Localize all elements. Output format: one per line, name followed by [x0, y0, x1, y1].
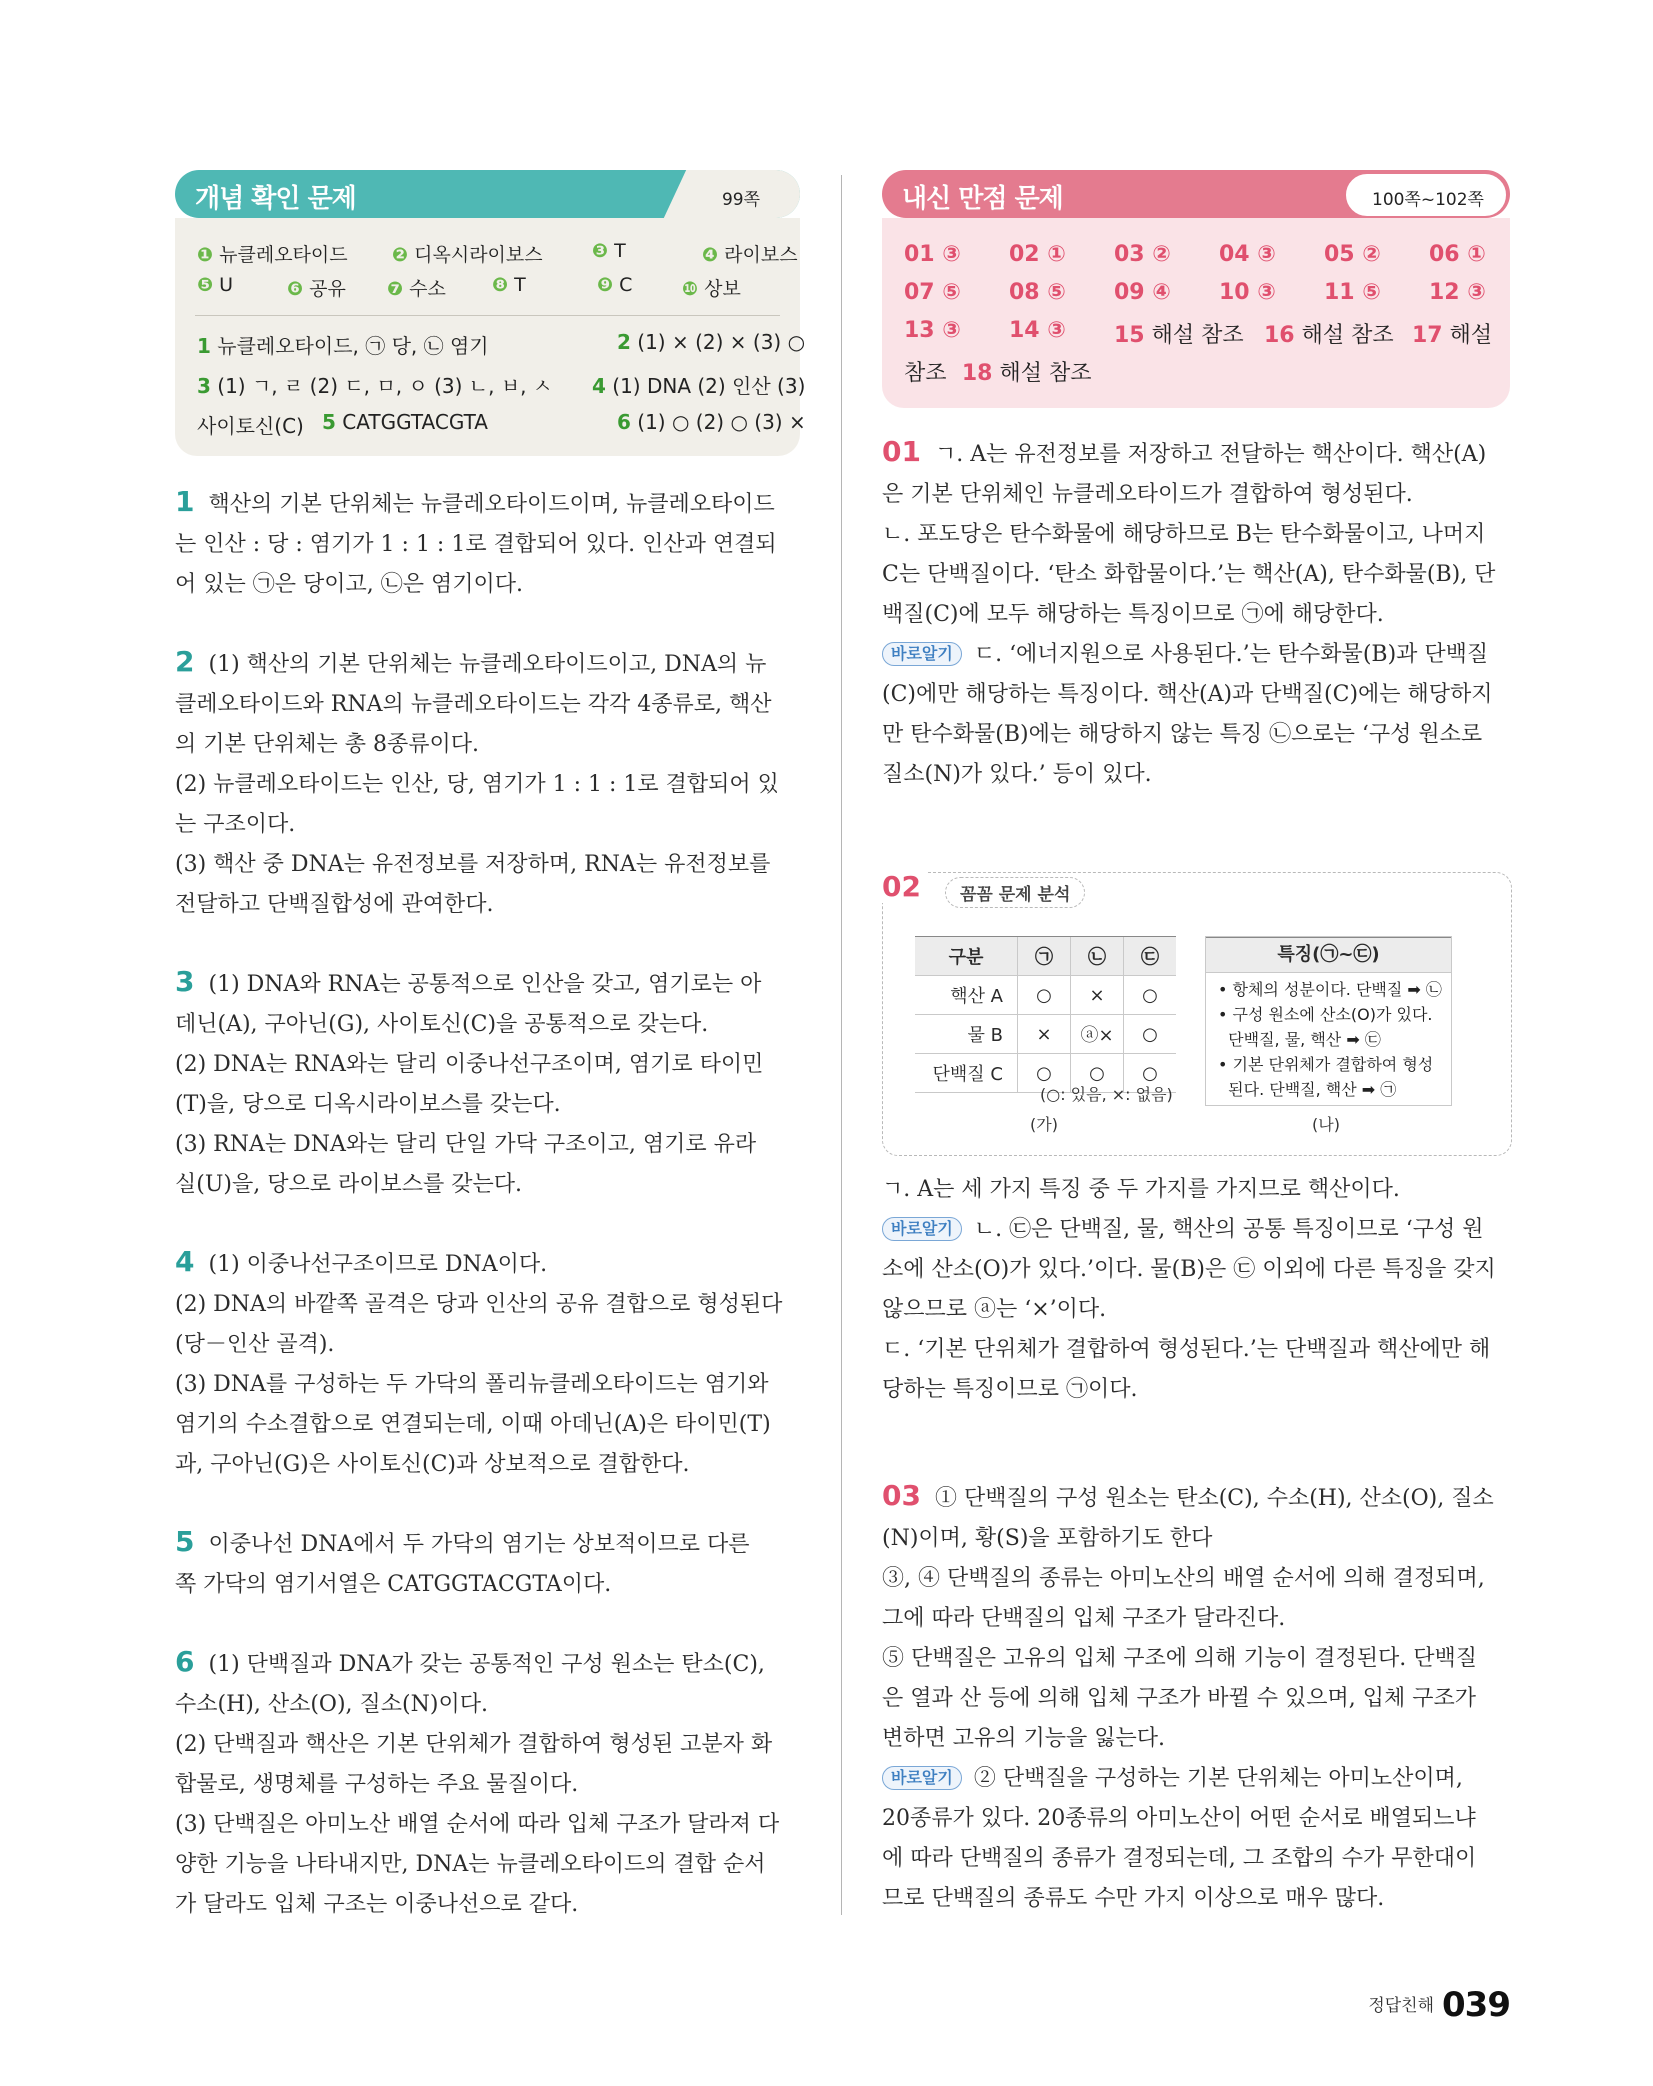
- symbol-answer: 수소: [409, 278, 446, 300]
- answer-text: (1) ㄱ, ㄹ (2) ㄷ, ㅁ, ㅇ (3) ㄴ, ㅂ, ㅅ: [210, 374, 553, 398]
- text-line: 질소(N)가 있다.’ 등이 있다.: [882, 762, 1152, 787]
- correction-tag: 바로알기: [882, 642, 962, 666]
- text-line: ① 단백질의 구성 원소는 탄소(C), 수소(H), 산소(O), 질소: [934, 1486, 1494, 1511]
- answer-item: 11 ⑤: [1324, 280, 1381, 305]
- question-number-02: 02: [882, 870, 927, 903]
- symbol-answer: 뉴클레오타이드: [219, 244, 348, 266]
- analysis-label: 꼼꼼 문제 분석: [945, 877, 1085, 908]
- table-ga: [915, 936, 1176, 1093]
- symbol-answer: 상보: [704, 278, 741, 300]
- exam-problems-title: 내신 만점 문제: [902, 184, 1063, 214]
- table-header-cell: ㉡: [1071, 937, 1124, 976]
- text-line: 실(U)을, 당으로 라이보스를 갖는다.: [175, 1172, 522, 1197]
- text-line: 소에 산소(O)가 있다.’이다. 물(B)은 ㉢ 이외에 다른 특징을 갖지: [882, 1257, 1496, 1282]
- text-line: (당－인산 골격).: [175, 1332, 335, 1357]
- exam-answer-box: [882, 218, 1510, 408]
- text-line: (3) 단백질은 아미노산 배열 순서에 따라 입체 구조가 달라져 다: [175, 1812, 780, 1837]
- text-line: ㄷ. ‘기본 단위체가 결합하여 형성된다.’는 단백질과 핵산에만 해: [882, 1337, 1491, 1362]
- text-line: 은 열과 산 등에 의해 입체 구조가 바뀔 수 있으며, 입체 구조가: [882, 1686, 1476, 1711]
- feature-line: • 항체의 성분이다. 단백질 ➡ ㉡: [1218, 980, 1442, 999]
- text-line: 핵산의 기본 단위체는 뉴클레오타이드이며, 뉴클레오타이드: [208, 492, 775, 517]
- answer-text: 뉴클레오타이드, ㉠ 당, ㉡ 염기: [210, 334, 489, 358]
- table-cell: ×: [1071, 976, 1124, 1015]
- feature-line: • 기본 단위체가 결합하여 형성: [1218, 1055, 1434, 1074]
- symbol-number: ❽: [492, 274, 509, 296]
- text-line: 그에 따라 단백질의 입체 구조가 달라진다.: [882, 1606, 1286, 1631]
- answer-item: 07 ⑤: [904, 280, 961, 305]
- text-line: (3) DNA를 구성하는 두 가닥의 폴리뉴클레오타이드는 염기와: [175, 1372, 769, 1397]
- table-cell: 물 B: [915, 1015, 1018, 1054]
- table-cell: ×: [1018, 1015, 1071, 1054]
- text-line: 쪽 가닥의 염기서열은 CATGGTACGTA이다.: [175, 1572, 612, 1597]
- explanation-2: [175, 642, 779, 925]
- text-line: 은 기본 단위체인 뉴클레오타이드가 결합하여 형성된다.: [882, 482, 1413, 507]
- text-line: (C)에만 해당하는 특징이다. 핵산(A)과 단백질(C)에는 해당하지: [882, 682, 1493, 707]
- text-line: 백질(C)에 모두 해당하는 특징이므로 ㉠에 해당한다.: [882, 602, 1384, 627]
- answer-text: (1) ○ (2) ○ (3) ×: [630, 410, 806, 434]
- feature-line: 된다. 단백질, 핵산 ➡ ㉠: [1218, 1080, 1397, 1099]
- question-number: 1: [175, 485, 195, 518]
- answer-text: CATGGTACGTA: [335, 410, 488, 434]
- answer-item: 14 ③: [1009, 318, 1066, 343]
- text-line: 는 인산 : 당 : 염기가 1 : 1 : 1로 결합되어 있다. 인산과 연결되: [175, 532, 777, 557]
- answer-item: 10 ③: [1219, 280, 1276, 305]
- text-line: 당하는 특징이므로 ㉠이다.: [882, 1377, 1138, 1402]
- symbol-answer: U: [219, 274, 234, 296]
- symbol-answer: 라이보스: [724, 244, 798, 266]
- text-line: (2) DNA의 바깥쪽 골격은 당과 인산의 공유 결합으로 형성된다: [175, 1292, 783, 1317]
- text-line: (3) RNA는 DNA와는 달리 단일 가닥 구조이고, 염기로 유라: [175, 1132, 757, 1157]
- question-number: 03: [882, 1479, 921, 1512]
- answer-item: 06 ①: [1429, 242, 1486, 267]
- text-line: 클레오타이드와 RNA의 뉴클레오타이드는 각각 4종류로, 핵산: [175, 692, 772, 717]
- symbol-answer: T: [614, 240, 626, 262]
- answer-number: 1: [197, 334, 211, 358]
- column-divider: [841, 175, 842, 1915]
- symbol-number: ❶: [197, 244, 214, 266]
- text-line: 변하면 고유의 기능을 잃는다.: [882, 1726, 1165, 1751]
- answer-item: 05 ②: [1324, 242, 1381, 267]
- question-number: 01: [882, 435, 921, 468]
- text-line: (N)이며, 황(S)을 포함하기도 한다: [882, 1526, 1213, 1551]
- features-box: [1205, 936, 1452, 1106]
- answer-item: 09 ④: [1114, 280, 1171, 305]
- symbol-number: ❹: [702, 244, 719, 266]
- text-line: 양한 기능을 나타내지만, DNA는 뉴클레오타이드의 결합 순서: [175, 1852, 766, 1877]
- explanation-1: [175, 482, 777, 605]
- feature-line: 단백질, 물, 핵산 ➡ ㉢: [1218, 1030, 1381, 1049]
- table-cell: ○: [1124, 1015, 1177, 1054]
- symbol-number: ❺: [197, 274, 214, 296]
- question-number: 6: [175, 1645, 195, 1678]
- table-header-cell: ㉠: [1018, 937, 1071, 976]
- answer-item: 04 ③: [1219, 242, 1276, 267]
- symbol-number: ❾: [597, 274, 614, 296]
- explanation-5: [175, 1522, 750, 1605]
- text-line: 합물로, 생명체를 구성하는 주요 물질이다.: [175, 1772, 579, 1797]
- table-cell: ⓐ×: [1071, 1015, 1124, 1054]
- table-header-cell: ㉢: [1124, 937, 1177, 976]
- text-line: 않으므로 ⓐ는 ‘×’이다.: [882, 1297, 1107, 1322]
- table-cell: ○: [1071, 1054, 1124, 1093]
- footer-label: 정답친해: [1368, 1996, 1435, 2016]
- answer-item: 12 ③: [1429, 280, 1486, 305]
- concept-answer-box: [175, 218, 806, 456]
- symbol-answer: T: [514, 274, 526, 296]
- question-number: 2: [175, 645, 195, 678]
- text-line: (1) DNA와 RNA는 공통적으로 인산을 갖고, 염기로는 아: [208, 972, 762, 997]
- explanation-4: [175, 1242, 782, 1485]
- text-line: ㄱ. A는 유전정보를 저장하고 전달하는 핵산이다. 핵산(A): [934, 442, 1487, 467]
- text-line: 만 탄수화물(B)에는 해당하지 않는 특징 ㉡으로는 ‘구성 원소로: [882, 722, 1483, 747]
- text-line: (1) 단백질과 DNA가 갖는 공통적인 구성 원소는 탄소(C),: [208, 1652, 765, 1677]
- question-number: 4: [175, 1245, 195, 1278]
- explanation-03: [882, 1476, 1494, 1919]
- text-line: 이중나선 DNA에서 두 가닥의 염기는 상보적이므로 다른: [208, 1532, 750, 1557]
- text-line: 데닌(A), 구아닌(G), 사이토신(C)을 공통적으로 갖는다.: [175, 1012, 709, 1037]
- concept-check-page: 99쪽: [721, 190, 760, 210]
- answer-text: (1) DNA (2) 인산 (3): [605, 374, 806, 398]
- text-line: ㄷ. ‘에너지원으로 사용된다.’는 탄수화물(B)과 단백질: [973, 642, 1489, 667]
- text-line: 어 있는 ㉠은 당이고, ㉡은 염기이다.: [175, 572, 523, 597]
- table-header-cell: 구분: [915, 937, 1018, 976]
- correction-tag: 바로알기: [882, 1766, 962, 1790]
- table-cell: 단백질 C: [915, 1054, 1018, 1093]
- answer-number: 2: [617, 330, 631, 354]
- text-line: ② 단백질을 구성하는 기본 단위체는 아미노산이며,: [973, 1766, 1463, 1791]
- answer-item: 01 ③: [904, 242, 961, 267]
- symbol-number: ❻: [287, 278, 304, 300]
- text-line: (2) DNA는 RNA와는 달리 이중나선구조이며, 염기로 타이민: [175, 1052, 764, 1077]
- text-line: 가 달라도 입체 구조는 이중나선으로 같다.: [175, 1892, 579, 1917]
- answer-item: 16 해설 참조: [1264, 323, 1394, 348]
- table-cell: ○: [1124, 1054, 1177, 1093]
- text-line: (1) 이중나선구조이므로 DNA이다.: [208, 1252, 548, 1277]
- text-line: (T)을, 당으로 디옥시라이보스를 갖는다.: [175, 1092, 561, 1117]
- exam-problems-page: 100쪽~102쪽: [1372, 190, 1484, 210]
- answer-number: 4: [592, 374, 606, 398]
- explanation-3: [175, 962, 763, 1205]
- symbol-number: ❿: [682, 278, 699, 300]
- text-line: 므로 단백질의 종류도 수만 가지 이상으로 매우 많다.: [882, 1886, 1385, 1911]
- concept-check-header: [175, 170, 800, 218]
- text-line: 의 기본 단위체는 총 8종류이다.: [175, 732, 479, 757]
- page-footer: [1368, 1985, 1510, 2025]
- concept-check-title: 개념 확인 문제: [195, 184, 356, 214]
- answer-item: 02 ①: [1009, 242, 1066, 267]
- answer-number: 6: [617, 410, 631, 434]
- symbol-answer: 디옥시라이보스: [414, 244, 543, 266]
- text-line: 20종류가 있다. 20종류의 아미노산이 어떤 순서로 배열되느냐: [882, 1806, 1476, 1831]
- symbol-number: ❼: [387, 278, 404, 300]
- text-line: (3) 핵산 중 DNA는 유전정보를 저장하며, RNA는 유전정보를: [175, 852, 771, 877]
- table-cell: ○: [1018, 976, 1071, 1015]
- table-cell: ○: [1124, 976, 1177, 1015]
- text-line: 는 구조이다.: [175, 812, 296, 837]
- text-line: 과, 구아닌(G)은 사이토신(C)과 상보적으로 결합한다.: [175, 1452, 690, 1477]
- answer-item: 08 ⑤: [1009, 280, 1066, 305]
- explanation-02: [882, 1170, 1496, 1410]
- answer-item: 15 해설 참조: [1114, 323, 1244, 348]
- question-number: 3: [175, 965, 195, 998]
- symbol-number: ❸: [592, 240, 609, 262]
- text-line: ㄴ. ㉢은 단백질, 물, 핵산의 공통 특징이므로 ‘구성 원: [973, 1217, 1484, 1242]
- table-row: [915, 976, 1176, 1015]
- text-line: C는 단백질이다. ‘탄소 화합물이다.’는 핵산(A), 탄수화물(B), 단: [882, 562, 1496, 587]
- exam-problems-header: [882, 170, 1510, 218]
- answer-item: 17 해설: [1412, 323, 1493, 348]
- text-line: ㄱ. A는 세 가지 특징 중 두 가지를 가지므로 핵산이다.: [882, 1177, 1400, 1202]
- feature-line: • 구성 원소에 산소(O)가 있다.: [1218, 1005, 1433, 1024]
- table-row: [915, 1015, 1176, 1054]
- question-number: 5: [175, 1525, 195, 1558]
- text-line: 전달하고 단백질합성에 관여한다.: [175, 892, 494, 917]
- answer-row-3: 13 ③: [904, 318, 961, 343]
- features-title: 특징(㉠~㉢): [1206, 937, 1451, 973]
- answer-number: 3: [197, 374, 211, 398]
- text-line: ㄴ. 포도당은 탄수화물에 해당하므로 B는 탄수화물이고, 나머지: [882, 522, 1486, 547]
- text-line: ⑤ 단백질은 고유의 입체 구조에 의해 기능이 결정된다. 단백질: [882, 1646, 1477, 1671]
- explanation-6: [175, 1642, 779, 1925]
- text-line: 수소(H), 산소(O), 질소(N)이다.: [175, 1692, 488, 1717]
- table-cell: 핵산 A: [915, 976, 1018, 1015]
- caption-na: (나): [1312, 1115, 1340, 1134]
- text-line: (2) 뉴클레오타이드는 인산, 당, 염기가 1 : 1 : 1로 결합되어 있: [175, 772, 779, 797]
- table-legend: (○: 있음, ×: 없음): [1040, 1085, 1173, 1104]
- text-line: (1) 핵산의 기본 단위체는 뉴클레오타이드이고, DNA의 뉴: [208, 652, 767, 677]
- symbol-answer: C: [619, 274, 633, 296]
- text-line: (2) 단백질과 핵산은 기본 단위체가 결합하여 형성된 고분자 화: [175, 1732, 773, 1757]
- answer-text: (1) × (2) × (3) ○: [630, 330, 806, 354]
- answer-text: 사이토신(C): [197, 414, 304, 438]
- answer-number: 5: [322, 410, 336, 434]
- symbol-answer: 공유: [309, 278, 346, 300]
- text-line: 에 따라 단백질의 종류가 결정되는데, 그 조합의 수가 무한대이: [882, 1846, 1477, 1871]
- text-line: ③, ④ 단백질의 종류는 아미노산의 배열 순서에 의해 결정되며,: [882, 1566, 1485, 1591]
- table-cell: ○: [1018, 1054, 1071, 1093]
- symbol-number: ❷: [392, 244, 409, 266]
- explanation-01: [882, 432, 1495, 795]
- page-number: 039: [1442, 1985, 1510, 2025]
- text-line: 염기의 수소결합으로 연결되는데, 이때 아데닌(A)은 타이민(T): [175, 1412, 771, 1437]
- answer-item: 03 ②: [1114, 242, 1171, 267]
- correction-tag: 바로알기: [882, 1217, 962, 1241]
- answer-row-4: 참조 18 해설 참조: [904, 361, 1092, 386]
- caption-ga: (가): [1030, 1115, 1058, 1134]
